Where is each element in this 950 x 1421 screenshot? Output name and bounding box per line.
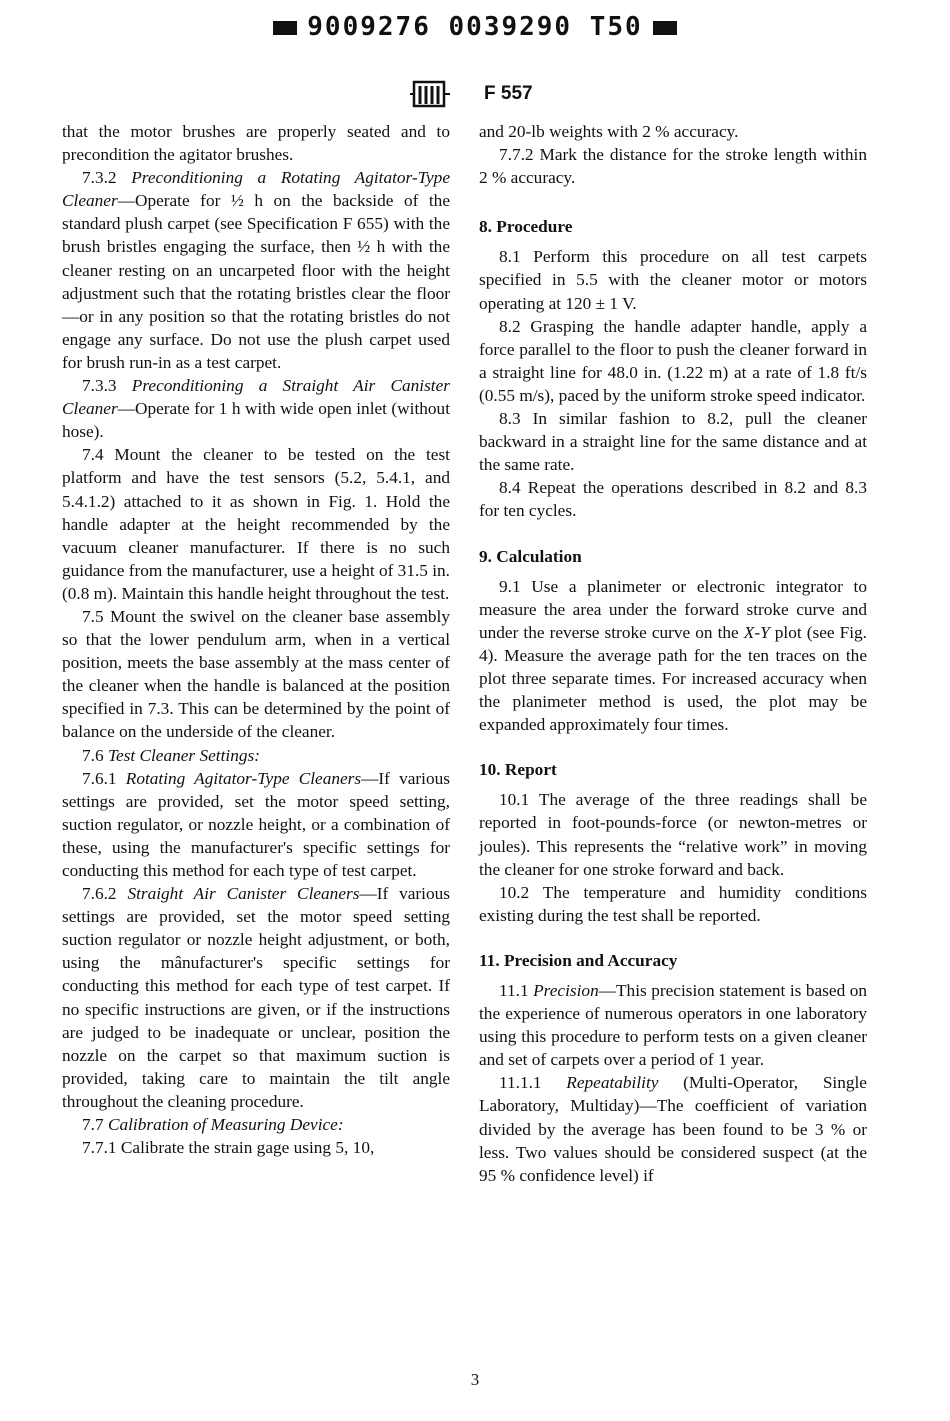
header-block-mark-right — [653, 21, 677, 35]
paragraph-8-4: 8.4 Repeat the operations described in 8.2 and 8.3 for ten cycles. — [479, 478, 867, 521]
paragraph: that the motor brushes are properly seated and to precondition the agitator brushes. — [62, 122, 450, 165]
paragraph-7-6: 7.6 Test Cleaner Settings: — [82, 745, 260, 765]
left-column — [62, 120, 450, 1159]
paragraph-8-2: 8.2 Grasping the handle adapter handle, apply a force parallel to the floor to push the cleaner forward in a straight line for 48.0 in. (1.22 m) at a rate of 1.8 ft/s (0.55 m/s), paced by the uniform stroke speed indicator. — [479, 316, 867, 405]
section-heading-precision: 11. Precision and Accuracy — [479, 950, 678, 970]
paragraph-11-1-1: 11.1.1 Repeatability (Multi-Operator, Single Laboratory, Multiday)—The coefficient of variation divided by the average has been found to be 3 % or less. Two values should be considered suspect (at the 95 % confidence level) if — [479, 1073, 867, 1185]
paragraph-7-7-1: 7.7.1 Calibrate the strain gage using 5, 10, — [82, 1138, 375, 1158]
paragraph-8-3: 8.3 In similar fashion to 8.2, pull the cleaner backward in a straight line for the same distance and at the same rate. — [479, 409, 867, 475]
paragraph-10-1: 10.1 The average of the three readings shall be reported in foot-pounds-force (or newton-metres or joules). This represents the “relative work” in moving the cleaner for one stroke forward and back. — [479, 790, 867, 879]
page-number: 3 — [470, 1370, 480, 1389]
standard-number: F 557 — [484, 83, 533, 104]
paragraph-7-4: 7.4 Mount the cleaner to be tested on the test platform and have the test sensors (5.2, 5.4.1, and 5.4.1.2) attached to it as shown in Fig. 1. Hold the handle adapter at the height recommended by the vacuum cleaner manufacturer. If there is no such guidance from the manufacturer, use a height of 31.5 in. (0.8 m). Maintain this handle height throughout the test. — [62, 445, 451, 603]
paragraph-10-2: 10.2 The temperature and humidity conditions existing during the test shall be reported. — [479, 882, 867, 925]
right-column — [479, 120, 867, 1187]
section-heading-procedure: 8. Procedure — [479, 217, 573, 237]
paragraph: and 20-lb weights with 2 % accuracy. — [479, 122, 739, 141]
document-header-code — [0, 12, 950, 42]
paragraph-7-6-1: 7.6.1 Rotating Agitator-Type Cleaners—If various settings are provided, set the motor speed setting, suction regulator, or nozzle height, or a combination of these, using the manufacturer's specific settings for conducting this method for each type of test carpet. — [62, 768, 450, 880]
paragraph-7-3-3: 7.3.3 Preconditioning a Straight Air Canister Cleaner—Operate for 1 h with wide open inlet (without hose). — [62, 376, 450, 442]
paragraph-8-1: 8.1 Perform this procedure on all test carpets specified in 5.5 with the cleaner motor or motors operating at 120 ± 1 V. — [479, 247, 867, 313]
section-heading-calculation: 9. Calculation — [479, 546, 582, 566]
paragraph-7-6-2: 7.6.2 Straight Air Canister Cleaners—If various settings are provided, set the motor speed setting suction regulator or nozzle height adjustment, or both, using the mânufacturer's specific settings for conducting this method for each type of test carpet. If no specific instructions are given, or if the instructions are judged to be inadequate or unclear, position the nozzle on the carpet so that maximum suction is provided, taking care to maintain the tilt angle throughout the cleaning procedure. — [62, 884, 450, 1111]
paragraph-9-1: 9.1 Use a planimeter or electronic integrator to measure the area under the forward stroke curve and under the reverse stroke curve on the X-Y plot (see Fig. 4). Measure the average path for the ten traces on the plot three separate times. For increased accuracy when the planimeter method is used, the plot may be expanded approximately four times. — [479, 576, 867, 735]
astm-logo-icon — [406, 78, 454, 110]
header-code-text: 9009276 0039290 T50 — [307, 12, 643, 42]
standard-designation — [406, 78, 533, 110]
header-block-mark-left — [273, 21, 297, 35]
paragraph-7-5: 7.5 Mount the swivel on the cleaner base assembly so that the lower pendulum arm, when in a vertical position, meets the base assembly at the mass center of the cleaner when the handle is balanced at the position specified in 7.3. This can be determined by the point of balance on the underside of the cleaner. — [62, 606, 450, 742]
paragraph-11-1: 11.1 Precision—This precision statement is based on the experience of numerous operators in one laboratory using this procedure to perform tests on a given cleaner and set of carpets over a period of 1 year. — [479, 981, 867, 1070]
paragraph-7-7: 7.7 Calibration of Measuring Device: — [82, 1115, 344, 1135]
section-heading-report: 10. Report — [479, 760, 557, 780]
paragraph-7-7-2: 7.7.2 Mark the distance for the stroke length within 2 % accuracy. — [479, 145, 867, 188]
paragraph-7-3-2: 7.3.2 Preconditioning a Rotating Agitator-Type Cleaner—Operate for ½ h on the backside of the standard plush carpet (see Specification F 655) with the brush bristles engaging the surface, then ½ h with the cleaner resting on an uncarpeted floor with the height adjustment such that the rotating bristles clear the floor—or in any position so that the rotating bristles do not engage any surface. Do not use the plush carpet used for brush run-in as a test carpet. — [62, 168, 450, 372]
